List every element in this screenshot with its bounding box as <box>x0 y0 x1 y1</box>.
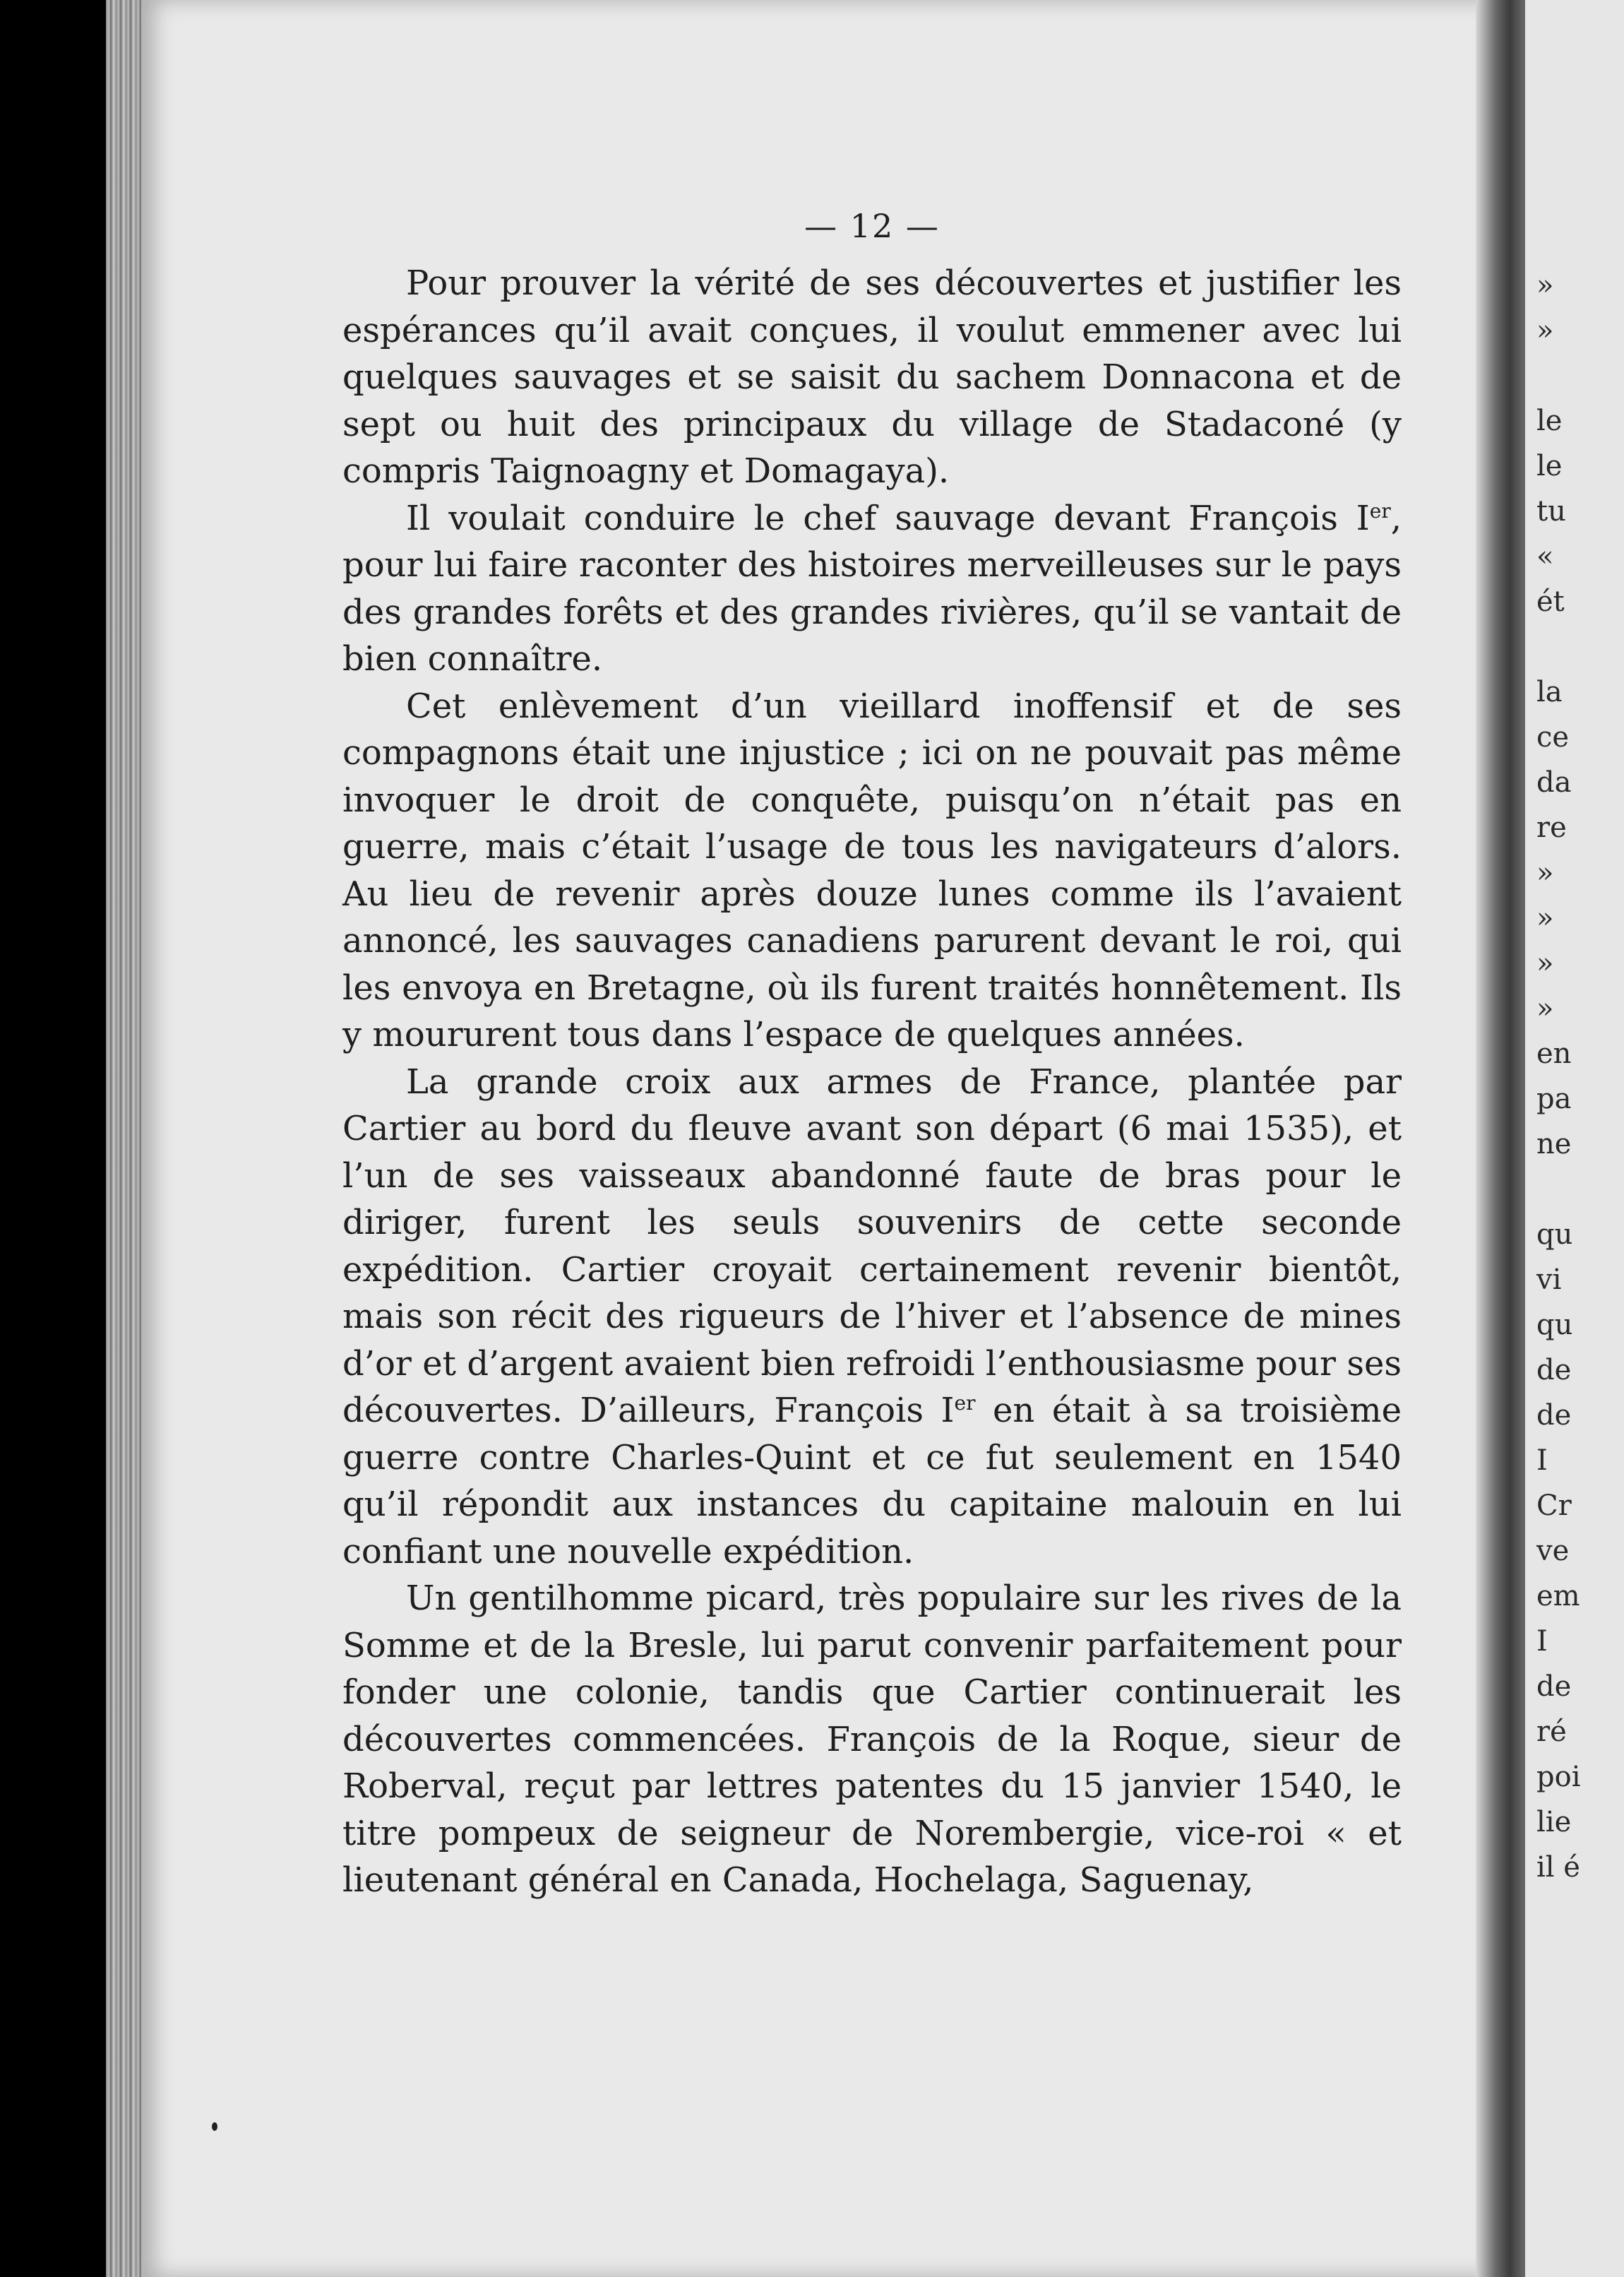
ink-speck <box>212 2122 217 2131</box>
facing-page-fragment: em <box>1536 1580 1580 1612</box>
paragraph-2-text-a: Il voulait conduire le chef sauvage devant François I <box>406 498 1370 538</box>
facing-page-fragment: » <box>1536 857 1554 889</box>
paragraph-4-text-b: en était à sa troisième guerre contre Charles-Quint et ce fut seulement en 1540 qu’il répondit aux instances du capitaine malouin en lui confiant une nouvelle expédition. <box>342 1391 1402 1571</box>
superscript-er: er <box>1369 499 1391 523</box>
facing-page-fragment <box>1536 353 1580 398</box>
facing-page-fragment <box>1536 1167 1580 1212</box>
facing-page-fragment: pa <box>1536 1083 1572 1115</box>
facing-page-fragment: il é <box>1536 1851 1580 1884</box>
paragraph-4-text-a: La grande croix aux armes de France, plantée par Cartier au bord du fleuve avant son départ (6 mai 1535), et l’un de ses vaisseaux abandonné faute de bras pour le diriger, furent les seuls souvenirs de cette seconde expédition. Cartier croyait certainement revenir bientôt, mais son récit des rigueurs de l’hiver et l’absence de mines d’or et d’argent avaient bien refroidi l’enthousiasme pour ses découvertes. D’ailleurs, François I <box>342 1062 1402 1430</box>
facing-page-fragment: lie <box>1536 1806 1572 1838</box>
facing-page-fragment: » <box>1536 992 1554 1025</box>
facing-page-fragment: re <box>1536 811 1567 844</box>
facing-page-fragment <box>1536 624 1580 670</box>
facing-page-fragment: » <box>1536 947 1554 980</box>
page-text <box>342 205 1402 1904</box>
book-gutter <box>1476 0 1532 2277</box>
paragraph-4 <box>342 1059 1402 1576</box>
facing-page-fragment: ce <box>1536 721 1570 754</box>
paragraph-2-text-b: , pour lui faire raconter des histoires merveilleuses sur le pays des grandes forêts et des grandes rivières, qu’il se vantait de bien connaître. <box>342 498 1402 679</box>
facing-page-fragment: en <box>1536 1038 1572 1070</box>
facing-page-fragment: ré <box>1536 1716 1567 1748</box>
facing-page-fragment: de <box>1536 1399 1572 1432</box>
facing-page-edge <box>1525 0 1624 2277</box>
superscript-er: er <box>954 1391 976 1415</box>
facing-page-fragment: I <box>1536 1444 1548 1477</box>
facing-page-fragment: » <box>1536 314 1554 347</box>
facing-page-fragment: ve <box>1536 1535 1570 1567</box>
facing-page-fragment: tu <box>1536 495 1566 528</box>
facing-page-fragment: le <box>1536 450 1563 482</box>
facing-page-fragment: « <box>1536 540 1554 573</box>
facing-page-fragment: le <box>1536 405 1563 437</box>
facing-page-fragments <box>1536 263 1580 1890</box>
facing-page-fragment: Cr <box>1536 1490 1572 1522</box>
paragraph-5: Un gentilhomme picard, très populaire sur les rives de la Somme et de la Bresle, lui parut convenir parfaitement pour fonder une colonie, tandis que Cartier continuerait les découvertes commencées. François de la Roque, sieur de Roberval, reçut par lettres patentes du 15 janvier 1540, le titre pompeux de seigneur de Norembergie, vice-roi « et lieutenant général en Canada, Hochelaga, Saguenay, <box>342 1579 1402 1900</box>
facing-page-fragment: vi <box>1536 1264 1562 1296</box>
facing-page-fragment: ne <box>1536 1128 1572 1160</box>
facing-page-fragment: qu <box>1536 1309 1573 1341</box>
paragraph-1: Pour prouver la vérité de ses découvertes et justifier les espérances qu’il avait conçues, il voulut emmener avec lui quelques sauvages et se saisit du sachem Donnacona et de sept ou huit des principaux du village de Stadaconé (y compris Taignoagny et Domagaya). <box>342 263 1402 491</box>
page-number: — 12 — <box>804 207 940 245</box>
facing-page-fragment: » <box>1536 269 1554 302</box>
facing-page-fragment: da <box>1536 766 1572 799</box>
facing-page-fragment: I <box>1536 1625 1548 1658</box>
paragraph-3: Cet enlèvement d’un vieillard inoffensif et de ses compagnons était une injustice ; ici on ne pouvait pas même invoquer le droit de conquête, puisqu’on n’était pas en guerre, mais c’était l’usage de tous les navigateurs d’alors. Au lieu de revenir après douze lunes comme ils l’avaient annoncé, les sauvages canadiens parurent devant le roi, qui les envoya en Bretagne, où ils furent traités honnêtement. Ils y moururent tous dans l’espace de quelques années. <box>342 686 1402 1054</box>
facing-page-fragment: poi <box>1536 1761 1581 1793</box>
facing-page-fragment: qu <box>1536 1218 1573 1251</box>
facing-page-fragment: » <box>1536 902 1554 934</box>
paragraph-2 <box>342 495 1402 683</box>
facing-page-fragment: la <box>1536 676 1563 708</box>
facing-page-fragment: de <box>1536 1354 1572 1386</box>
facing-page-fragment: de <box>1536 1670 1572 1703</box>
facing-page-fragment: ét <box>1536 585 1565 618</box>
